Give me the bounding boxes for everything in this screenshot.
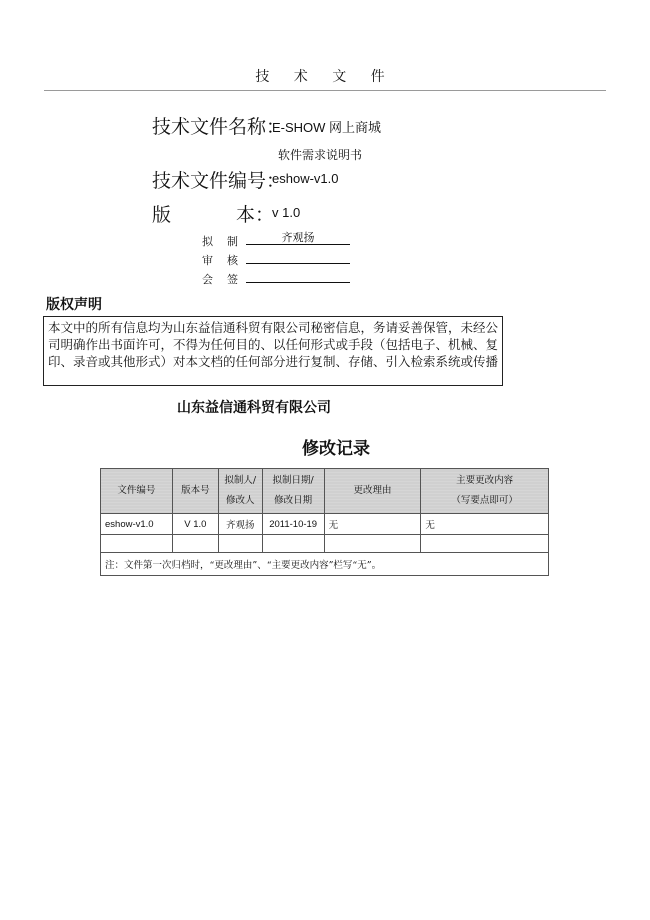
- revision-table-header: [101, 469, 549, 514]
- sign-label-countersign: 会签: [202, 273, 252, 286]
- sign-value-review: [246, 251, 350, 264]
- table-row-empty: [101, 535, 549, 553]
- cell-date: 2011-10-19: [262, 514, 324, 535]
- page-header-title: 技 术 文 件: [255, 69, 395, 85]
- revision-title: 修改记录: [302, 439, 370, 459]
- header-content-line1: 主要更改内容: [456, 475, 514, 486]
- cell-author: 齐观扬: [218, 514, 262, 535]
- header-reason: 更改理由: [324, 469, 421, 514]
- sign-value-draft: 齐观扬: [246, 232, 350, 245]
- sign-value-countersign: [246, 270, 350, 283]
- header-version: 版本号: [172, 469, 218, 514]
- header-divider: [44, 90, 606, 91]
- doc-name-value-line1: E-SHOW 网上商城: [272, 120, 382, 135]
- version-label-left: 版: [152, 204, 172, 226]
- cell-version: V 1.0: [172, 514, 218, 535]
- header-content-line2: （写要点即可）: [451, 495, 518, 506]
- revision-table: [100, 468, 549, 576]
- cell-content: 无: [421, 514, 549, 535]
- header-file-no: 文件编号: [101, 469, 173, 514]
- table-note: 注：文件第一次归档时，“更改理由”、“主要更改内容”栏写“无”。: [101, 553, 549, 576]
- cell-reason: 无: [324, 514, 421, 535]
- header-date-line1: 拟制日期/: [272, 475, 314, 486]
- header-date-line2: 修改日期: [274, 495, 313, 506]
- doc-number-label: 技术文件编号：: [152, 170, 286, 192]
- table-row: [101, 514, 549, 535]
- header-author-line2: 修改人: [225, 495, 255, 506]
- header-date: [262, 469, 324, 514]
- header-content: [421, 469, 549, 514]
- doc-name-value-line2: 软件需求说明书: [278, 148, 363, 162]
- sign-label-draft: 拟制: [202, 235, 252, 248]
- sign-label-review: 审核: [202, 254, 252, 267]
- company-name: 山东益信通科贸有限公司: [177, 400, 331, 416]
- doc-number-value: eshow-v1.0: [272, 171, 339, 186]
- copyright-text: 本文中的所有信息均为山东益信通科贸有限公司秘密信息，务请妥善保管，未经公司明确作出书面许可，不得为任何目的、以任何形式或手段（包括电子、机械、复印、录音或其他形式）对本文档的任何部分进行复制、存储、引入检索系统或传播: [48, 320, 499, 369]
- version-value: v 1.0: [272, 205, 301, 220]
- table-note-row: [101, 553, 549, 576]
- cell-file-no: eshow-v1.0: [101, 514, 173, 535]
- header-author: [218, 469, 262, 514]
- doc-name-label: 技术文件名称：: [152, 116, 286, 138]
- version-label-right: 本：: [236, 204, 275, 226]
- copyright-box: [43, 316, 503, 386]
- header-author-line1: 拟制人/: [224, 475, 257, 486]
- copyright-title: 版权声明: [46, 297, 102, 313]
